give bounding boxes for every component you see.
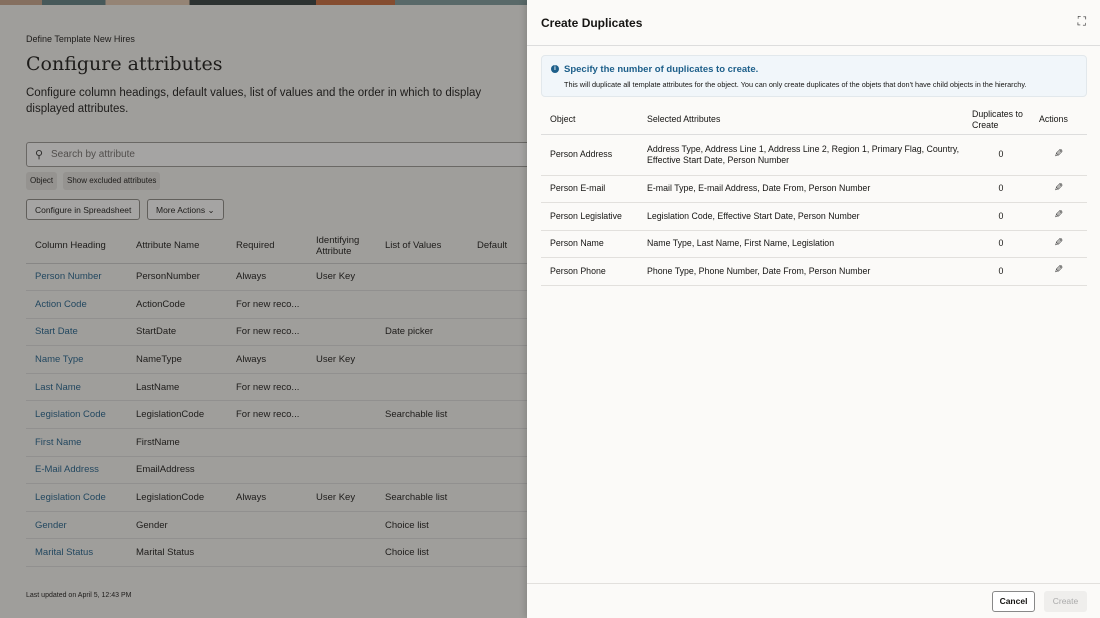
column-heading-link[interactable]: Gender <box>26 511 127 539</box>
modal-overlay[interactable] <box>0 0 527 618</box>
drawer-title: Create Duplicates <box>541 16 643 30</box>
table-cell: ActionCode <box>127 291 227 319</box>
table-cell: LegislationCode <box>127 401 227 429</box>
drawer-footer <box>527 583 1100 618</box>
table-cell: Searchable list <box>376 401 468 429</box>
edit-pencil-icon[interactable]: ✎ <box>1053 147 1064 160</box>
col-selected-attributes: Selected Attributes <box>638 106 972 134</box>
create-button[interactable]: Create <box>1044 591 1087 612</box>
table-cell: Choice list <box>376 539 468 567</box>
actions-cell <box>1030 203 1087 231</box>
table-cell: FirstName <box>127 429 227 457</box>
cancel-button[interactable]: Cancel <box>992 591 1035 612</box>
object-cell: Person E-mail <box>541 175 638 203</box>
duplicates-count: 0 <box>972 203 1030 231</box>
duplicate-row <box>541 175 1087 203</box>
object-cell: Person Legislative <box>541 203 638 231</box>
column-heading-link[interactable]: Last Name <box>26 373 127 401</box>
attributes-cell: Name Type, Last Name, First Name, Legislation <box>638 230 972 258</box>
edit-pencil-icon[interactable]: ✎ <box>1053 181 1064 194</box>
column-heading-link[interactable]: Marital Status <box>26 539 127 567</box>
table-cell: Always <box>227 346 307 374</box>
table-cell: User Key <box>307 484 376 512</box>
duplicates-count: 0 <box>972 175 1030 203</box>
col-duplicates: Duplicates to Create <box>972 106 1030 134</box>
duplicate-row <box>541 134 1087 175</box>
column-heading-link[interactable]: Start Date <box>26 318 127 346</box>
duplicate-row <box>541 258 1087 286</box>
column-heading-link[interactable]: E-Mail Address <box>26 456 127 484</box>
column-heading-link[interactable]: Person Number <box>26 263 127 291</box>
breadcrumb[interactable]: Define Template New Hires <box>26 34 135 44</box>
search-icon: ⚲ <box>35 149 44 161</box>
duplicate-row <box>541 230 1087 258</box>
duplicates-table <box>541 106 1087 286</box>
expand-icon[interactable]: ⛶ <box>1077 14 1086 28</box>
chip-object[interactable]: Object <box>26 172 57 190</box>
col-attribute-name: Attribute Name <box>127 231 227 263</box>
info-body: This will duplicate all template attributes for the object. You can only create duplicates of the objets that don't have child objects in the hierarchy. <box>564 80 1027 89</box>
actions-cell <box>1030 175 1087 203</box>
column-heading-link[interactable]: Legislation Code <box>26 484 127 512</box>
col-column-heading: Column Heading <box>26 231 127 263</box>
duplicates-count: 0 <box>972 230 1030 258</box>
table-cell: Gender <box>127 511 227 539</box>
column-heading-link[interactable]: Action Code <box>26 291 127 319</box>
col-list-of-values: List of Values <box>376 231 468 263</box>
duplicate-row <box>541 203 1087 231</box>
duplicates-count: 0 <box>972 258 1030 286</box>
table-cell: Choice list <box>376 511 468 539</box>
table-cell: For new reco... <box>227 318 307 346</box>
chip-show-excluded[interactable]: Show excluded attributes <box>63 172 160 190</box>
edit-pencil-icon[interactable]: ✎ <box>1053 209 1064 222</box>
table-cell: For new reco... <box>227 291 307 319</box>
table-cell: Marital Status <box>127 539 227 567</box>
table-cell: User Key <box>307 346 376 374</box>
table-cell: PersonNumber <box>127 263 227 291</box>
col-default: Default <box>468 231 546 263</box>
object-cell: Person Name <box>541 230 638 258</box>
table-cell: Searchable list <box>376 484 468 512</box>
table-cell: Always <box>227 484 307 512</box>
actions-cell <box>1030 134 1087 175</box>
chevron-down-icon: ⌄ <box>207 205 215 215</box>
drawer-header <box>527 0 1100 46</box>
info-message <box>541 55 1087 97</box>
col-object: Object <box>541 106 638 134</box>
attributes-cell: Address Type, Address Line 1, Address Line 2, Region 1, Primary Flag, Country, Effective Start Date, Person Number <box>638 134 972 175</box>
attributes-cell: Phone Type, Phone Number, Date From, Person Number <box>638 258 972 286</box>
info-title: Specify the number of duplicates to create. <box>564 64 759 75</box>
more-actions-label: More Actions <box>156 205 206 215</box>
edit-pencil-icon[interactable]: ✎ <box>1053 264 1064 277</box>
col-required: Required <box>227 231 307 263</box>
object-cell: Person Address <box>541 134 638 175</box>
last-updated: Last updated on April 5, 12:43 PM <box>26 592 132 599</box>
attributes-cell: E-mail Type, E-mail Address, Date From, Person Number <box>638 175 972 203</box>
table-cell: StartDate <box>127 318 227 346</box>
table-cell: User Key <box>307 263 376 291</box>
table-cell: NameType <box>127 346 227 374</box>
table-cell: EmailAddress <box>127 456 227 484</box>
column-heading-link[interactable]: First Name <box>26 429 127 457</box>
object-cell: Person Phone <box>541 258 638 286</box>
attributes-cell: Legislation Code, Effective Start Date, Person Number <box>638 203 972 231</box>
page-description: Configure column headings, default values, list of values and the order in which to display displayed attributes. <box>26 87 482 115</box>
edit-pencil-icon[interactable]: ✎ <box>1053 236 1064 249</box>
create-duplicates-drawer <box>527 0 1100 618</box>
column-heading-link[interactable]: Legislation Code <box>26 401 127 429</box>
col-identifying: Identifying Attribute <box>307 231 376 263</box>
table-cell: Always <box>227 263 307 291</box>
table-cell: Date picker <box>376 318 468 346</box>
actions-cell <box>1030 258 1087 286</box>
info-icon: i <box>551 65 559 73</box>
search-placeholder: Search by attribute <box>51 149 135 160</box>
page-title: Configure attributes <box>26 53 223 75</box>
table-cell: LegislationCode <box>127 484 227 512</box>
duplicates-count: 0 <box>972 134 1030 175</box>
column-heading-link[interactable]: Name Type <box>26 346 127 374</box>
table-cell: For new reco... <box>227 401 307 429</box>
col-actions: Actions <box>1030 106 1087 134</box>
actions-cell <box>1030 230 1087 258</box>
table-cell: For new reco... <box>227 373 307 401</box>
table-cell: LastName <box>127 373 227 401</box>
configure-in-spreadsheet-button[interactable]: Configure in Spreadsheet <box>26 199 140 220</box>
